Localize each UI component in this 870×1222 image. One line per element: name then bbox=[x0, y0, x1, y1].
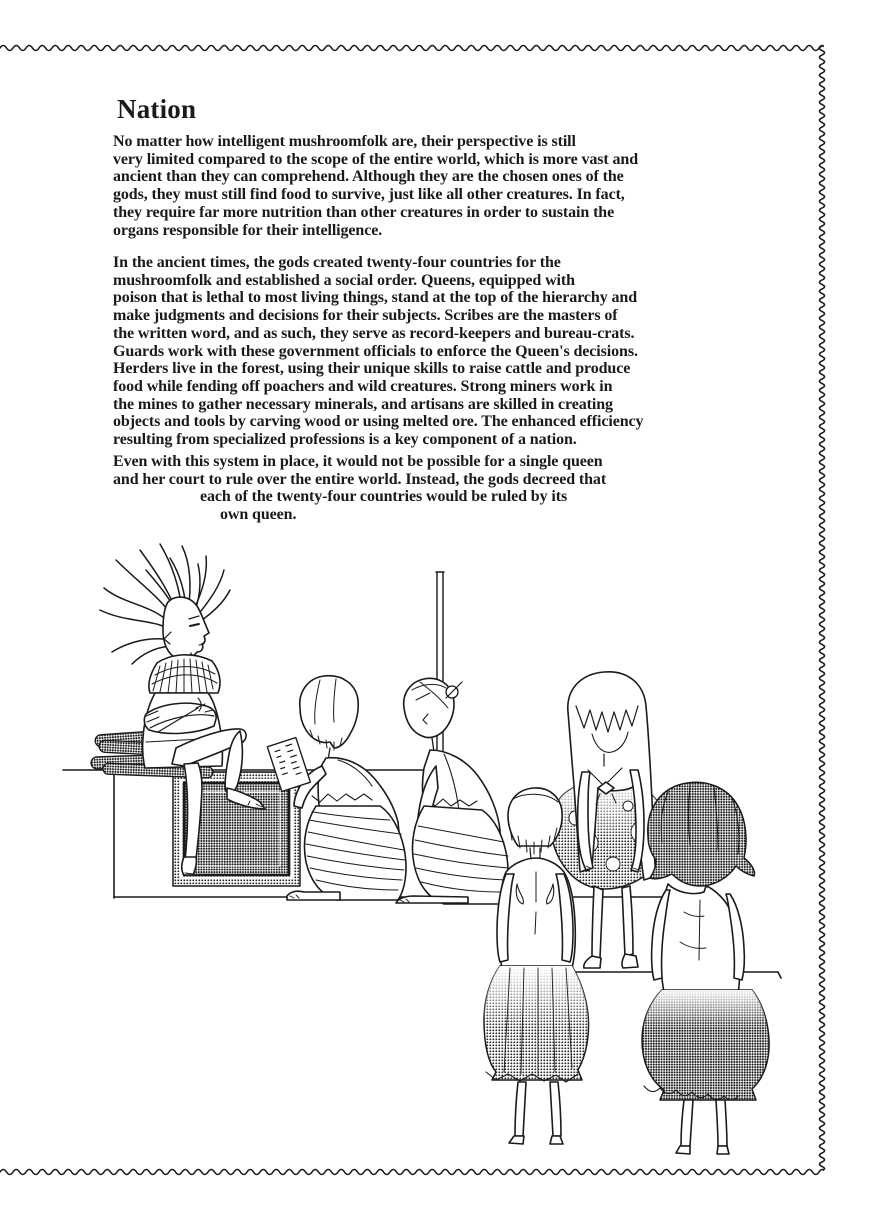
body-line: Herders live in the forest, using their unique skills to raise cattle and produce bbox=[113, 360, 631, 378]
body-line: In the ancient times, the gods created twenty-four countries for the bbox=[113, 254, 561, 271]
miner-head bbox=[508, 788, 562, 846]
body-line: poison that is lethal to most living things, stand at the top of the hierarchy and bbox=[113, 289, 638, 307]
body-line: own queen. bbox=[220, 506, 297, 524]
herder-right-leg bbox=[622, 886, 633, 956]
body-line: Guards work with these government officials to enforce the Queen's decisions. bbox=[113, 342, 638, 360]
body-line: very limited compared to the scope of the entire world, which is more vast and bbox=[113, 150, 639, 168]
body-line: they require far more nutrition than other creatures in order to sustain the bbox=[113, 203, 615, 221]
body-line: resulting from specialized professions is a key component of a nation. bbox=[113, 431, 577, 449]
miner-feet bbox=[509, 1136, 563, 1144]
body-line: organs responsible for their intelligence. bbox=[113, 221, 383, 239]
body-line: gods, they must still find food to survive, just like all other creatures. In fact, bbox=[113, 186, 625, 204]
body-line: ancient than they can comprehend. Although they are the chosen ones of the bbox=[113, 168, 624, 186]
artisan-left-leg bbox=[681, 1100, 693, 1146]
artisan-feet bbox=[676, 1146, 729, 1154]
miner-left-leg bbox=[515, 1082, 526, 1136]
body-line: Even with this system in place, it would not be possible for a single queen bbox=[113, 453, 603, 470]
herder-left-leg bbox=[592, 886, 603, 958]
body-line: the written word, and as such, they serve as record-keepers and bureau-crats. bbox=[113, 324, 635, 342]
miner-right-leg bbox=[550, 1082, 561, 1136]
paragraph-3 bbox=[113, 453, 793, 524]
guard-head bbox=[404, 678, 454, 737]
body-line: the mines to gather necessary minerals, and artisans are skilled in creating bbox=[113, 395, 613, 413]
scribe-kneeling-foot bbox=[287, 891, 340, 900]
scribe-bob-hair bbox=[300, 676, 358, 748]
body-line: each of the twenty-four countries would be ruled by its bbox=[200, 488, 568, 506]
page-title: Nation bbox=[117, 94, 197, 124]
body-line: No matter how intelligent mushroomfolk are, their perspective is still bbox=[113, 133, 576, 150]
body-line: objects and tools by carving wood or using melted ore. The enhanced efficiency bbox=[113, 413, 644, 431]
body-line: mushroomfolk and established a social order. Queens, equipped with bbox=[113, 271, 575, 289]
paragraph-2 bbox=[113, 254, 793, 449]
top-border-wavy-line bbox=[0, 40, 824, 56]
illustration bbox=[0, 535, 870, 1183]
body-line: food while fending off poachers and wild creatures. Strong miners work in bbox=[113, 377, 613, 395]
artisan-right-leg bbox=[716, 1100, 727, 1146]
artisan-figure bbox=[642, 782, 769, 1154]
paragraph-1 bbox=[113, 133, 793, 239]
herder-feet bbox=[584, 954, 638, 968]
guard-figure bbox=[396, 678, 508, 904]
queen-hanging-foot bbox=[182, 857, 197, 875]
body-line: make judgments and decisions for their subjects. Scribes are the masters of bbox=[113, 307, 618, 325]
queen-face bbox=[163, 597, 209, 660]
body-line: and her court to rule over the entire world. Instead, the gods decreed that bbox=[113, 470, 607, 488]
